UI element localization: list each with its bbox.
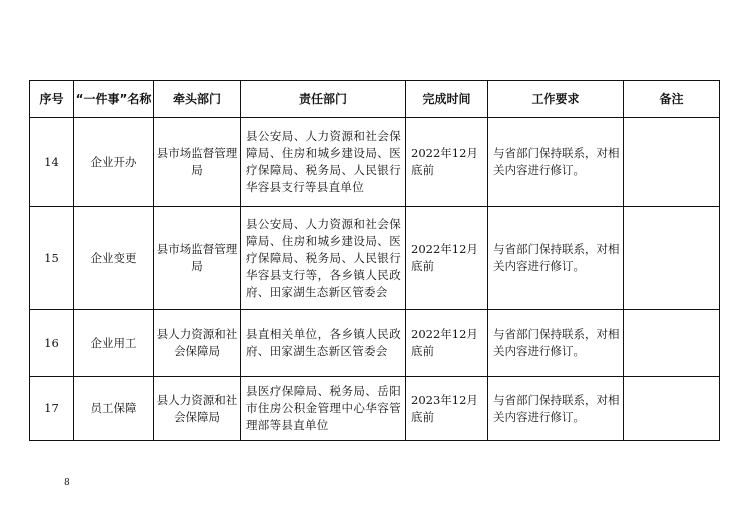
header-requirement: 工作要求 — [488, 81, 624, 118]
header-row — [30, 81, 720, 118]
table-row — [30, 207, 720, 310]
header-resp-dept: 责任部门 — [241, 81, 406, 118]
row-note — [624, 118, 720, 207]
row-no: 17 — [30, 377, 74, 441]
table-row — [30, 377, 720, 441]
row-lead-dept: 县人力资源和社会保障局 — [154, 310, 241, 377]
row-lead-dept: 县人力资源和社会保障局 — [154, 377, 241, 441]
row-deadline: 2023年12月底前 — [406, 377, 488, 441]
row-deadline: 2022年12月底前 — [406, 310, 488, 377]
page-number: 8 — [64, 478, 70, 488]
row-requirement: 与省部门保持联系，对相关内容进行修订。 — [488, 310, 624, 377]
table-row — [30, 118, 720, 207]
row-no: 14 — [30, 118, 74, 207]
row-deadline: 2022年12月底前 — [406, 207, 488, 310]
row-resp-dept: 县医疗保障局、税务局、岳阳市住房公积金管理中心华容管理部等县直单位 — [241, 377, 406, 441]
row-name: 员工保障 — [74, 377, 154, 441]
row-resp-dept: 县直相关单位，各乡镇人民政府、田家湖生态新区管委会 — [241, 310, 406, 377]
row-note — [624, 377, 720, 441]
row-name: 企业变更 — [74, 207, 154, 310]
table-row — [30, 310, 720, 377]
row-requirement: 与省部门保持联系，对相关内容进行修订。 — [488, 207, 624, 310]
row-note — [624, 310, 720, 377]
task-table — [29, 80, 720, 441]
row-requirement: 与省部门保持联系，对相关内容进行修订。 — [488, 118, 624, 207]
row-resp-dept: 县公安局、人力资源和社会保障局、住房和城乡建设局、医疗保障局、税务局、人民银行华容县支行等县直单位 — [241, 118, 406, 207]
row-no: 16 — [30, 310, 74, 377]
header-note: 备注 — [624, 81, 720, 118]
header-lead-dept: 牵头部门 — [154, 81, 241, 118]
header-deadline: 完成时间 — [406, 81, 488, 118]
row-resp-dept: 县公安局、人力资源和社会保障局、住房和城乡建设局、医疗保障局、税务局、人民银行华容县支行等，各乡镇人民政府、田家湖生态新区管委会 — [241, 207, 406, 310]
header-no: 序号 — [30, 81, 74, 118]
row-no: 15 — [30, 207, 74, 310]
row-name: 企业用工 — [74, 310, 154, 377]
row-lead-dept: 县市场监督管理局 — [154, 207, 241, 310]
row-lead-dept: 县市场监督管理局 — [154, 118, 241, 207]
row-requirement: 与省部门保持联系，对相关内容进行修订。 — [488, 377, 624, 441]
row-name: 企业开办 — [74, 118, 154, 207]
header-name: “一件事”名称 — [74, 81, 154, 118]
row-deadline: 2022年12月底前 — [406, 118, 488, 207]
row-note — [624, 207, 720, 310]
